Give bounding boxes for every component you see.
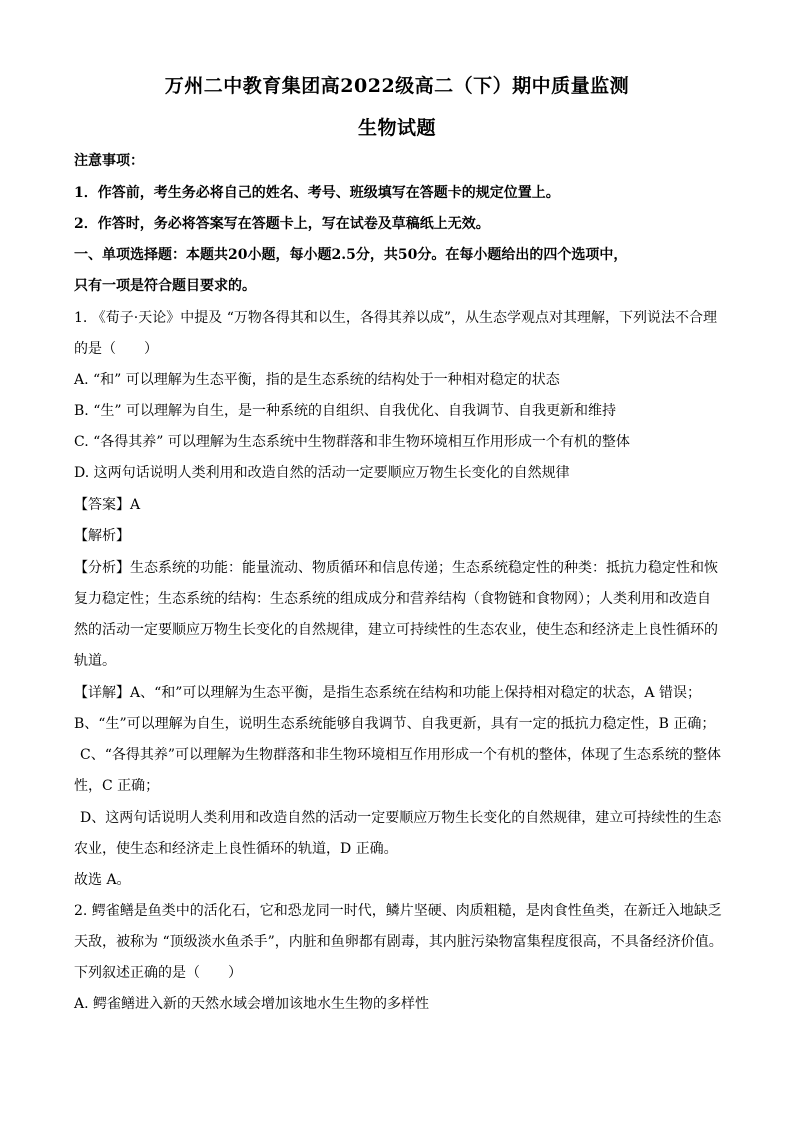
question-1-option-d: D. 这两句话说明人类利用和改造自然的活动一定要顺应万物生长变化的自然规律 — [74, 465, 570, 481]
question-1-fenxi-line-2: 复力稳定性；生态系统的结构：生态系统的组成成分和营养结构（食物链和食物网）；人类利用和改造自 — [74, 591, 711, 607]
notice-item-2: 2．作答时，务必将答案写在答题卡上，写在试卷及草稿纸上无效。 — [74, 216, 490, 232]
question-1-option-c: C. “各得其养” 可以理解为生态系统中生物群落和非生物环境相互作用形成一个有机的整体 — [74, 434, 630, 450]
question-2-stem-line-2: 天敌，被称为 “顶级淡水鱼杀手”，内脏和鱼卵都有剧毒，其内脏污染物富集程度很高，不具备经济价值。 — [74, 934, 723, 950]
question-2-stem-line-3: 下列叙述正确的是（ ） — [74, 965, 242, 981]
notice-heading: 注意事项： — [74, 153, 144, 169]
question-1-xiangjie-line-3: C、“各得其养”可以理解为生物群落和非生物环境相互作用形成一个有机的整体，体现了生态系统的整体 — [80, 747, 722, 763]
section-heading-line-1: 一、单项选择题：本题共20小题，每小题2.5分，共50分。在每小题给出的四个选项中， — [74, 247, 628, 263]
question-1-fenxi-line-1: 【分析】生态系统的功能：能量流动、物质循环和信息传递；生态系统稳定性的种类：抵抗力稳定性和恢 — [74, 560, 718, 576]
exam-subtitle: 生物试题 — [357, 117, 436, 139]
question-2-stem-line-1: 2. 鳄雀鳝是鱼类中的活化石，它和恐龙同一时代，鳞片坚硬、肉质粗糙，是肉食性鱼类，在新迁入地缺乏 — [74, 903, 722, 919]
question-1-fenxi-line-4: 轨道。 — [74, 653, 116, 669]
question-1-xiangjie-line-5: D、这两句话说明人类利用和改造自然的活动一定要顺应万物生长变化的自然规律，建立可持续性的生态 — [80, 810, 722, 826]
question-1-xiangjie-line-2: B、“生”可以理解为自生，说明生态系统能够自我调节、自我更新，具有一定的抵抗力稳定性，B 正确； — [74, 716, 716, 732]
question-1-stem-line-1: 1. 《荀子·天论》中提及 “万物各得其和以生，各得其养以成”，从生态学观点对其理解，下列说法不合理 — [74, 310, 718, 326]
question-1-conclusion: 故选 A。 — [74, 872, 131, 888]
question-1-option-a: A. “和” 可以理解为生态平衡，指的是生态系统的结构处于一种相对稳定的状态 — [74, 372, 560, 388]
question-1-fenxi-line-3: 然的活动一定要顺应万物生长变化的自然规律，建立可持续性的生态农业，使生态和经济走上良性循环的 — [74, 622, 718, 638]
question-1-option-b: B. “生” 可以理解为自生，是一种系统的自组织、自我优化、自我调节、自我更新和维持 — [74, 403, 616, 419]
question-1-xiangjie-line-1: 【详解】A、“和”可以理解为生态平衡，是指生态系统在结构和功能上保持相对稳定的状态，A 错误； — [74, 685, 701, 701]
question-1-xiangjie-line-6: 农业，使生态和经济走上良性循环的轨道，D 正确。 — [74, 841, 398, 857]
question-1-answer: 【答案】A — [74, 497, 141, 513]
exam-title: 万州二中教育集团高2022级高二（下）期中质量监测 — [164, 75, 630, 97]
question-1-stem-line-2: 的是（ ） — [74, 341, 158, 357]
question-1-analysis-label: 【解析】 — [74, 528, 130, 544]
section-heading-line-2: 只有一项是符合题目要求的。 — [74, 278, 256, 294]
notice-item-1: 1．作答前，考生务必将自己的姓名、考号、班级填写在答题卡的规定位置上。 — [74, 185, 560, 201]
question-2-option-a: A. 鳄雀鳝进入新的天然水域会增加该地水生生物的多样性 — [74, 996, 430, 1012]
question-1-xiangjie-line-4: 性，C 正确； — [74, 778, 160, 794]
